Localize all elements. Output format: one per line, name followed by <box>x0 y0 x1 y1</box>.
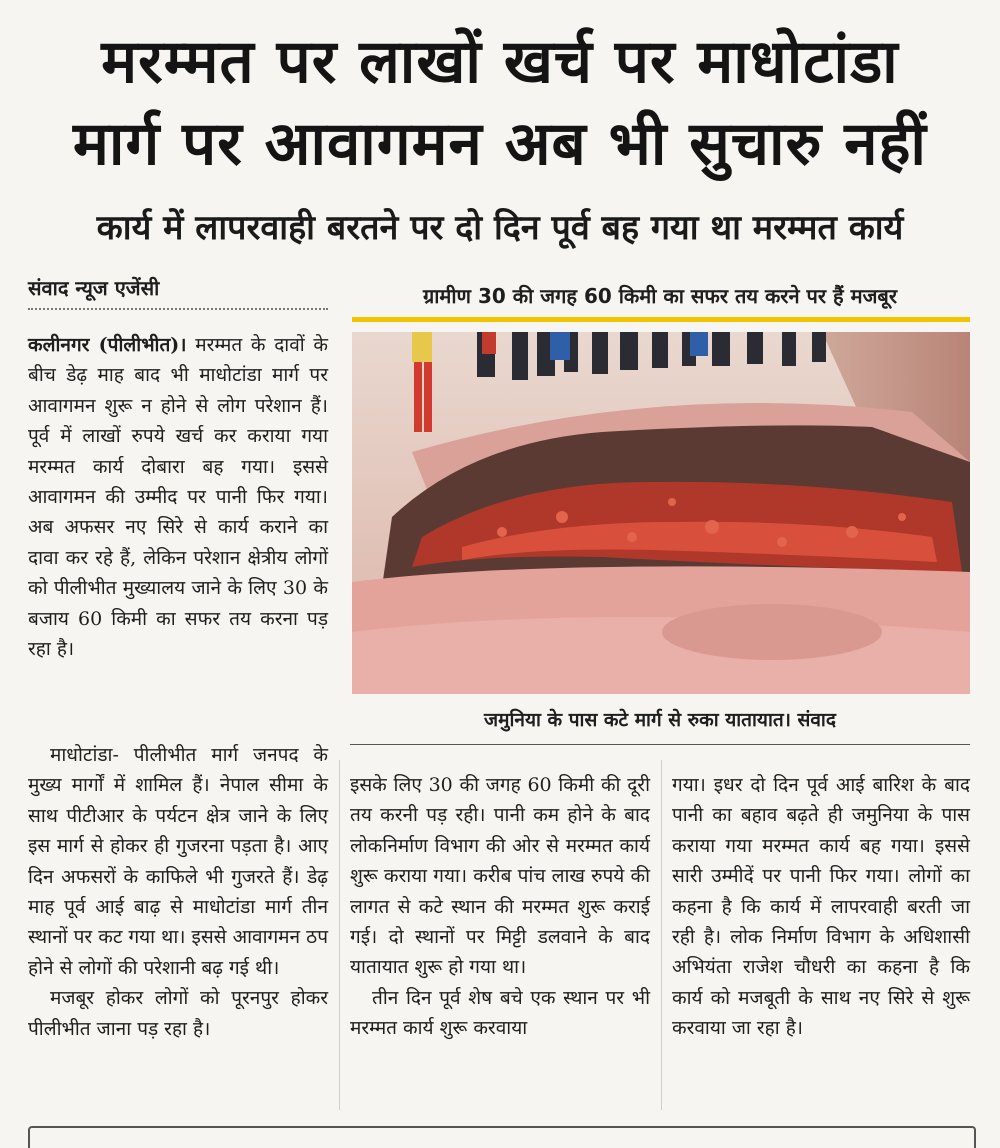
article-column-3 <box>672 770 970 1044</box>
headline-line-1: मरम्मत पर लाखों खर्च पर माधोटांडा <box>101 27 899 97</box>
article-column-2 <box>350 770 650 1044</box>
subheadline: कार्य में लापरवाही बरतने पर दो दिन पूर्व बह गया था मरम्मत कार्य <box>96 208 904 248</box>
byline: संवाद न्यूज एजेंसी <box>28 276 160 300</box>
article-paragraph-5: तीन दिन पूर्व शेष बचे एक स्थान पर भी मरम्मत कार्य शुरू करवाया <box>350 986 650 1040</box>
article-paragraph-1: मरम्मत के दावों के बीच डेढ़ माह बाद भी माधोटांडा मार्ग पर आवागमन शुरू न होने से लोग परेशान हैं। पूर्व में लाखों रुपये खर्च कर कराया गया मरम्मत कार्य दोबारा बह गया। इससे आवागमन की उम्मीद पर पानी फिर गया। अब अफसर नए सिरे से कार्य कराने का दावा कर रहे हैं, लेकिन परेशान क्षेत्रीय लोगों को पीलीभीत मुख्यालय जाने के लिए 30 के बजाय 60 किमी का सफर तय करना पड़ रहा है। <box>28 334 328 661</box>
article-paragraph-3: मजबूर होकर लोगों को पूरनपुर होकर पीलीभीत जाना पड़ रहा है। <box>28 987 328 1040</box>
article-paragraph-4: इसके लिए 30 की जगह 60 किमी की दूरी तय करनी पड़ रही। पानी कम होने के बाद लोकनिर्माण विभाग की ओर से मरम्मत कार्य शुरू कराया गया। करीब पांच लाख रुपये की लागत से कटे स्थान की मरम्मत शुरू कराई गई। दो स्थानों पर मिट्टी डलवाने के बाद यातायात शुरू हो गया था। <box>350 774 650 979</box>
article-paragraph-2: माधोटांडा- पीलीभीत मार्ग जनपद के मुख्य मार्गों में शामिल हैं। नेपाल सीमा के साथ पीटीआर के पर्यटन क्षेत्र जाने के लिए इस मार्ग से होकर ही गुजरना पड़ता है। आए दिन अफसरों के काफिले भी गुजरते हैं। डेढ़ माह पूर्व आई बाढ़ से माधोटांडा मार्ग तीन स्थानों पर कट गया था। इससे आवागमन ठप होने से लोगों की परेशानी बढ़ गई थी। <box>28 744 328 979</box>
byline-divider <box>28 308 328 310</box>
damaged-road-illustration <box>352 332 970 694</box>
column-separator <box>339 760 340 1110</box>
article-column-1 <box>28 330 328 664</box>
accent-rule <box>352 317 970 322</box>
dateline: कलीनगर (पीलीभीत)। <box>28 334 187 356</box>
news-photo <box>352 332 970 694</box>
next-article-box-edge <box>28 1126 976 1148</box>
article-column-1-lower <box>28 740 328 1044</box>
headline-line-2: मार्ग पर आवागमन अब भी सुचारु नहीं <box>73 109 927 179</box>
photo-top-caption: ग्रामीण 30 की जगह 60 किमी का सफर तय करने पर हैं मजबूर <box>422 284 898 308</box>
column-separator <box>661 760 662 1110</box>
caption-divider <box>350 744 970 745</box>
article-paragraph-6: गया। इधर दो दिन पूर्व आई बारिश के बाद पानी का बहाव बढ़ते ही जमुनिया के पास कराया गया मरम्मत कार्य बह गया। इससे सारी उम्मीदें पर पानी फिर गया। लोगों का कहना है कि कार्य में लापरवाही बरती जा रही है। लोक निर्माण विभाग के अधिशासी अभियंता राजेश चौधरी का कहना है कि कार्य को मजबूती के साथ नए सिरे से शुरू करवाया जा रहा है। <box>672 774 970 1040</box>
photo-bottom-caption: जमुनिया के पास कटे मार्ग से रुका यातायात। संवाद <box>484 709 836 731</box>
